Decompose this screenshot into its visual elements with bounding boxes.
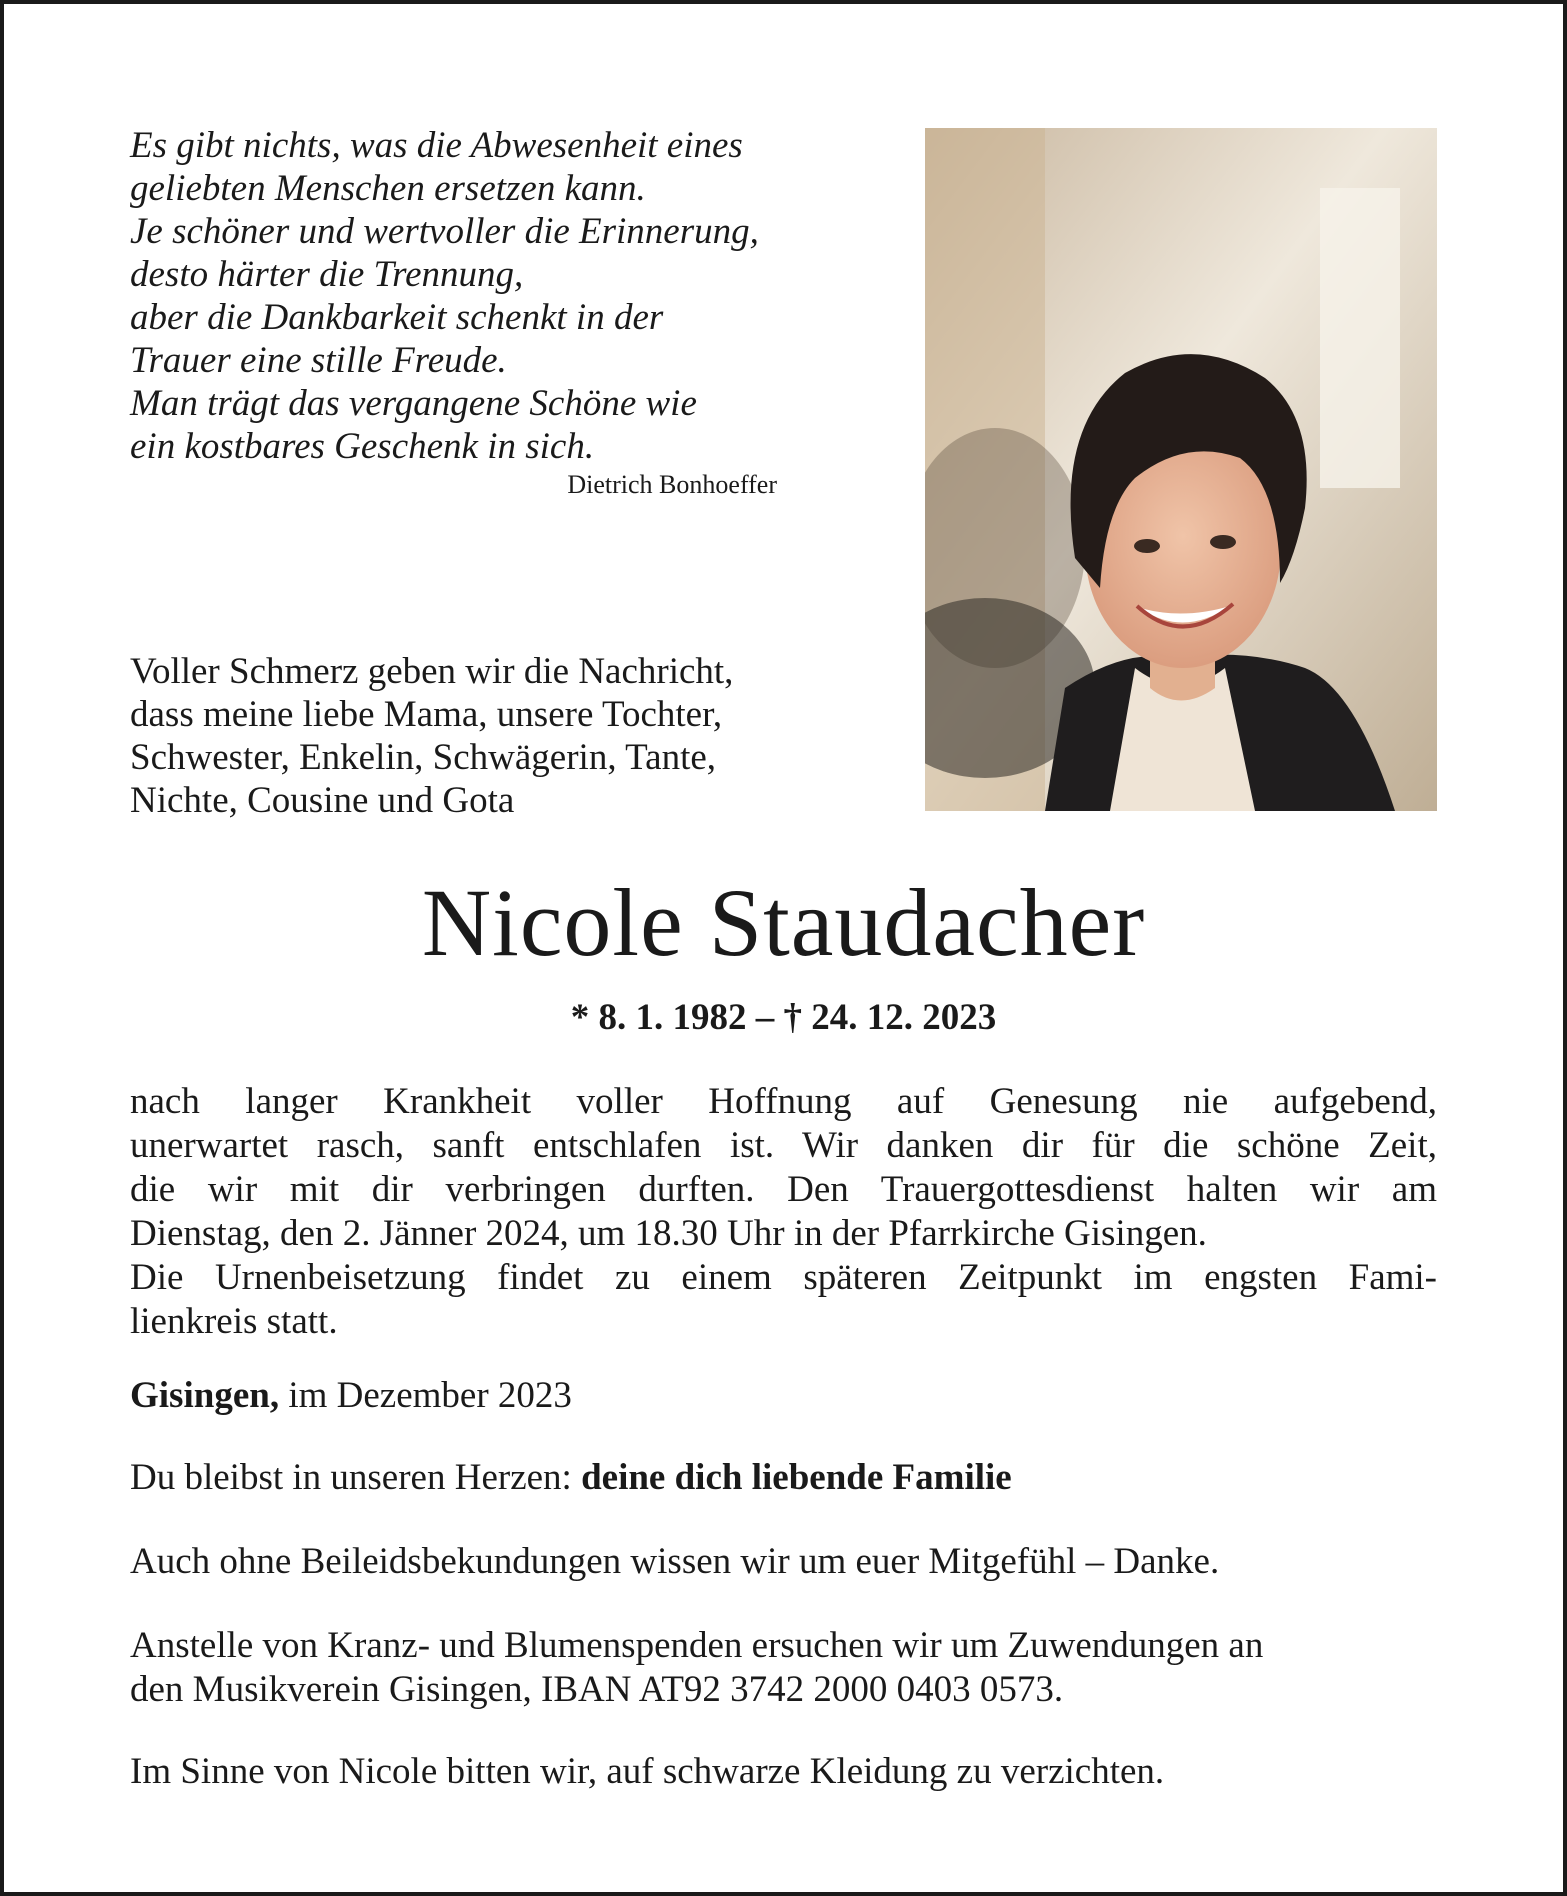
place-town: Gisingen, — [130, 1375, 280, 1416]
announcement-intro — [130, 650, 850, 822]
portrait-photo — [925, 128, 1437, 811]
signature-prefix: Du bleibst in unseren Herzen: — [130, 1457, 572, 1498]
poem-line: Trauer eine stille Freude. — [130, 340, 507, 381]
poem-line: ein kostbares Geschenk in sich. — [130, 426, 595, 467]
body-line: unerwartet rasch, sanft entschlafen ist. Wir danken dir für die schöne Zeit, — [130, 1125, 1437, 1166]
poem-line: geliebten Menschen ersetzen kann. — [130, 168, 646, 209]
donation-line: Anstelle von Kranz- und Blumenspenden ersuchen wir um Zuwendungen an — [130, 1625, 1264, 1666]
intro-line: Schwester, Enkelin, Schwägerin, Tante, — [130, 737, 717, 778]
condolence-note — [130, 1540, 1437, 1584]
body-line: nach langer Krankheit voller Hoffnung auf Genesung nie aufgebend, — [130, 1081, 1437, 1122]
dress-note — [130, 1750, 1437, 1794]
place-month: im Dezember 2023 — [288, 1375, 572, 1416]
poem-line: Je schöner und wertvoller die Erinnerung, — [130, 211, 759, 252]
poem-author: Dietrich Bonhoeffer — [567, 470, 777, 499]
poem-line: Man trägt das vergangene Schöne wie — [130, 383, 697, 424]
deceased-name: Nicole Staudacher — [421, 869, 1146, 976]
life-dates: * 8. 1. 1982 – † 24. 12. 2023 — [570, 997, 997, 1038]
announcement-body — [130, 1080, 1437, 1344]
intro-line: dass meine liebe Mama, unsere Tochter, — [130, 694, 723, 735]
intro-line: Nichte, Cousine und Gota — [130, 780, 515, 821]
memorial-poem — [130, 124, 810, 468]
condolence-text: Auch ohne Beileidsbekundungen wissen wir um euer Mitgefühl – Danke. — [130, 1541, 1220, 1582]
body-line: Dienstag, den 2. Jänner 2024, um 18.30 Uhr in der Pfarrkirche Gisingen. — [130, 1213, 1207, 1254]
donation-note — [130, 1624, 1437, 1712]
poem-line: aber die Dankbarkeit schenkt in der — [130, 297, 664, 338]
body-line: lienkreis statt. — [130, 1301, 338, 1342]
poem-line: Es gibt nichts, was die Abwesenheit eines — [130, 125, 743, 166]
intro-line: Voller Schmerz geben wir die Nachricht, — [130, 651, 734, 692]
place-date — [130, 1374, 1437, 1418]
donation-line: den Musikverein Gisingen, IBAN AT92 3742 2000 0403 0573. — [130, 1669, 1064, 1710]
body-line: Die Urnenbeisetzung findet zu einem späteren Zeitpunkt im engsten Fami- — [130, 1257, 1437, 1298]
body-line: die wir mit dir verbringen durften. Den Trauergottesdienst halten wir am — [130, 1169, 1437, 1210]
dress-text: Im Sinne von Nicole bitten wir, auf schwarze Kleidung zu verzichten. — [130, 1751, 1165, 1792]
poem-line: desto härter die Trennung, — [130, 254, 524, 295]
family-signature — [130, 1456, 1437, 1500]
signature-family: deine dich liebende Familie — [581, 1457, 1012, 1498]
